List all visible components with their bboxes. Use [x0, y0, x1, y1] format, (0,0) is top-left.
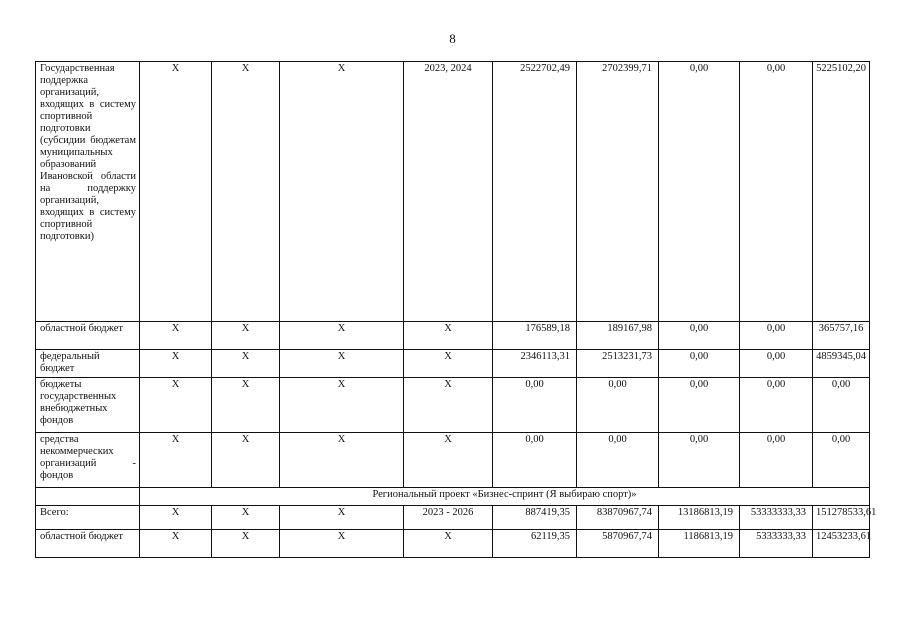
cell-value: 5333333,33 [740, 530, 813, 558]
cell-total: 151278533,61 [813, 506, 870, 530]
cell-value: 0,00 [577, 433, 659, 488]
section-empty-cell [36, 488, 140, 506]
cell-value: 0,00 [659, 322, 740, 350]
table-row [36, 350, 870, 378]
cell-value: 5870967,74 [577, 530, 659, 558]
cell-value: 189167,98 [577, 322, 659, 350]
table-row [36, 506, 870, 530]
cell-total: 0,00 [813, 433, 870, 488]
table-row [36, 322, 870, 350]
row-label: Всего: [36, 506, 140, 530]
cell-total: 12453233,61 [813, 530, 870, 558]
cell-mark: Х [280, 433, 404, 488]
cell-period: Х [404, 322, 493, 350]
cell-mark: Х [140, 378, 212, 433]
cell-value: 0,00 [740, 433, 813, 488]
cell-mark: Х [280, 322, 404, 350]
cell-mark: Х [212, 322, 280, 350]
table-row [36, 378, 870, 433]
cell-mark: Х [212, 378, 280, 433]
cell-mark: Х [280, 378, 404, 433]
cell-value: 2346113,31 [493, 350, 577, 378]
cell-period: 2023, 2024 [404, 62, 493, 322]
cell-value: 2513231,73 [577, 350, 659, 378]
budget-table [35, 61, 877, 558]
cell-value: 83870967,74 [577, 506, 659, 530]
cell-value: 887419,35 [493, 506, 577, 530]
cell-value: 0,00 [659, 62, 740, 322]
cell-value: 0,00 [740, 378, 813, 433]
cell-value: 2522702,49 [493, 62, 577, 322]
cell-mark: Х [212, 530, 280, 558]
cell-mark: Х [280, 350, 404, 378]
cell-mark: Х [140, 322, 212, 350]
table-row [36, 62, 870, 322]
section-title: Региональный проект «Бизнес-спринт (Я выбираю спорт)» [140, 488, 870, 506]
cell-value: 0,00 [740, 322, 813, 350]
cell-period: Х [404, 530, 493, 558]
cell-value: 0,00 [659, 378, 740, 433]
row-label: Государственная поддержка организаций, входящих в систему спортивной подготовки (субсидии бюджетам муниципальных образований Ивановской области на поддержку организаций, входящих в систему спортивной подготовки) [36, 62, 140, 322]
row-label: бюджеты государственных внебюджетных фондов [36, 378, 140, 433]
cell-value: 176589,18 [493, 322, 577, 350]
cell-mark: Х [212, 62, 280, 322]
cell-total: 5225102,20 [813, 62, 870, 322]
row-label: областной бюджет [36, 530, 140, 558]
cell-mark: Х [140, 530, 212, 558]
row-label: средства некоммерческих организаций - фондов [36, 433, 140, 488]
cell-mark: Х [280, 62, 404, 322]
cell-value: 0,00 [493, 378, 577, 433]
cell-value: 62119,35 [493, 530, 577, 558]
cell-value: 0,00 [740, 350, 813, 378]
row-label: областной бюджет [36, 322, 140, 350]
cell-period: Х [404, 350, 493, 378]
cell-period: Х [404, 433, 493, 488]
cell-mark: Х [140, 506, 212, 530]
page-number: 8 [449, 31, 456, 46]
cell-mark: Х [212, 350, 280, 378]
cell-value: 0,00 [659, 350, 740, 378]
cell-mark: Х [212, 506, 280, 530]
section-row [36, 488, 870, 506]
row-label: федеральный бюджет [36, 350, 140, 378]
cell-mark: Х [280, 506, 404, 530]
cell-total: 365757,16 [813, 322, 870, 350]
cell-value: 0,00 [740, 62, 813, 322]
cell-mark: Х [140, 433, 212, 488]
cell-value: 0,00 [577, 378, 659, 433]
cell-total: 4859345,04 [813, 350, 870, 378]
cell-value: 0,00 [659, 433, 740, 488]
cell-value: 0,00 [493, 433, 577, 488]
table-row [36, 530, 870, 558]
cell-period: 2023 - 2026 [404, 506, 493, 530]
cell-mark: Х [140, 350, 212, 378]
cell-mark: Х [140, 62, 212, 322]
cell-total: 0,00 [813, 378, 870, 433]
cell-period: Х [404, 378, 493, 433]
table-row [36, 433, 870, 488]
cell-value: 13186813,19 [659, 506, 740, 530]
cell-mark: Х [212, 433, 280, 488]
cell-value: 1186813,19 [659, 530, 740, 558]
cell-mark: Х [280, 530, 404, 558]
cell-value: 2702399,71 [577, 62, 659, 322]
cell-value: 53333333,33 [740, 506, 813, 530]
